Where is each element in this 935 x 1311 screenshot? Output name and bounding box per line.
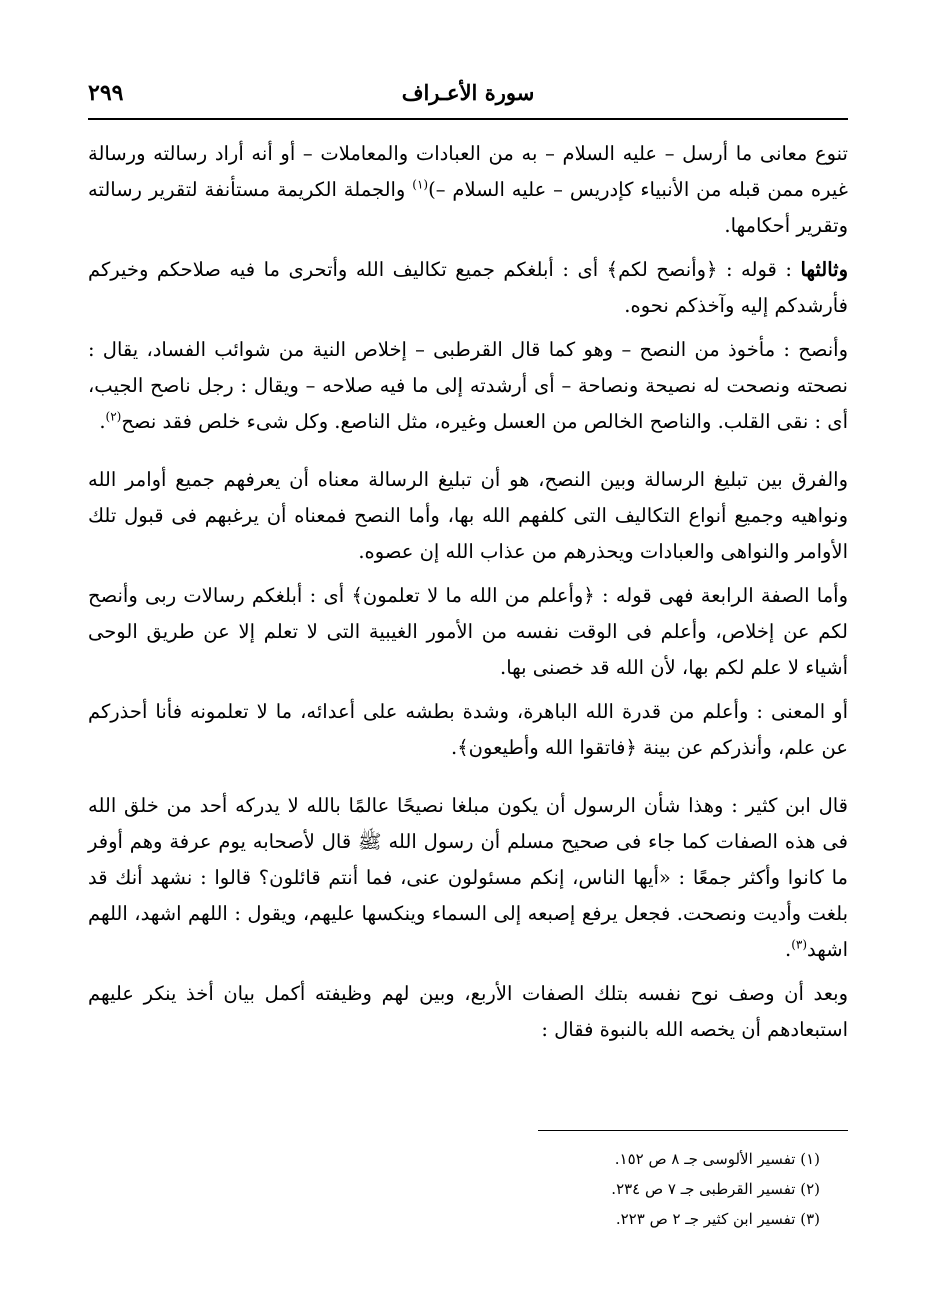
paragraph-3 <box>88 332 848 440</box>
footnote-divider <box>538 1130 848 1131</box>
document-page <box>88 78 848 1258</box>
footnote-ref-3: (٣) <box>791 937 808 952</box>
footnote-3: (٣) تفسير ابن كثير جـ ٢ ص ٢٢٣. <box>615 1210 820 1228</box>
paragraph-text: تنوع معانى ما أرسل – عليه السلام – به من العبادات والمعاملات – أو أنه أراد رسالته ورسالة غيره ممن قبله من الأنبياء كإدريس – عليه السلام –) <box>88 142 848 201</box>
footnote-1: (١) تفسير الألوسى جـ ٨ ص ١٥٢. <box>614 1150 820 1168</box>
paragraph-text: والفرق بين تبليغ الرسالة وبين النصح، هو أن تبليغ الرسالة معناه أن يعرفهم جميع أوامر الله ونواهيه وجميع أنواع التكاليف التى كلفهم الله بها، وأما النصح فمعناه أن يرغبهم فى قبول تلك الأوامر والنواهى والعبادات ويحذرهم من عذاب الله إن عصوه. <box>88 468 848 563</box>
page-number: ٢٩٩ <box>88 80 124 106</box>
paragraph-6 <box>88 694 848 766</box>
surah-title: سورة الأعـراف <box>401 80 535 105</box>
paragraph-5 <box>88 578 848 686</box>
paragraph-text: قال ابن كثير : وهذا شأن الرسول أن يكون مبلغا نصيحًا عالمًا بالله لا يدركه أحد من خلق الله فى هذه الصفات كما جاء فى صحيح مسلم أن رسول الله ﷺ قال لأصحابه يوم عرفة وهم أوفر ما كانوا وأكثر جمعًا : «أيها الناس، إنكم مسئولون عنى، فما أنتم قائلون؟ قالوا : نشهد أنك قد بلغت وأديت ونصحت. فجعل يرفع إصبعه إلى السماء وينكسها عليهم، ويقول : اللهم اشهد، اللهم اشهد <box>88 794 848 961</box>
paragraph-tail: . <box>99 410 106 433</box>
paragraph-8 <box>88 976 848 1048</box>
header-divider <box>88 118 848 120</box>
page-header <box>88 78 848 112</box>
paragraph-text: وبعد أن وصف نوح نفسه بتلك الصفات الأربع، وبين لهم وظيفته أكمل بيان أخذ ينكر عليهم استبعادهم أن يخصه الله بالنبوة فقال : <box>88 982 848 1041</box>
paragraph-lead: وثالثها <box>800 258 848 281</box>
paragraph-tail: . <box>784 938 792 961</box>
paragraph-2 <box>88 252 848 324</box>
main-text <box>88 136 848 1056</box>
paragraph-text: : قوله : ﴿وأنصح لكم﴾ أى : أبلغكم جميع تكاليف الله وأتحرى ما فيه صلاحكم وخيركم فأرشدكم إليه وآخذكم نحوه. <box>88 258 848 317</box>
footnotes <box>88 1144 820 1234</box>
paragraph-4 <box>88 462 848 570</box>
paragraph-tail: والجملة الكريمة مستأنفة لتقرير رسالته وتقرير أحكامها. <box>88 178 848 237</box>
paragraph-1 <box>88 136 848 244</box>
footnote-ref-2: (٢) <box>105 409 122 424</box>
paragraph-text: وأنصح : مأخوذ من النصح – وهو كما قال القرطبى – إخلاص النية من شوائب الفساد، يقال : نصحته ونصحت له نصيحة ونصاحة – أى أرشدته إلى ما فيه صلاحه – ويقال : رجل ناصح الجيب، أى : نقى القلب. والناصح الخالص من العسل وغيره، مثل الناصع. وكل شىء خلص فقد نصح <box>88 338 848 433</box>
paragraph-text: وأما الصفة الرابعة فهى قوله : ﴿وأعلم من الله ما لا تعلمون﴾ أى : أبلغكم رسالات ربى وأنصح لكم عن إخلاص، وأعلم فى الوقت نفسه من الأمور الغيبية التى لا تعلم إلا عن طريق الوحى أشياء لا علم لكم بها، لأن الله قد خصنى بها. <box>88 584 848 679</box>
paragraph-text: أو المعنى : وأعلم من قدرة الله الباهرة، وشدة بطشه على أعدائه، ما لا تعلمونه فأنا أحذركم عن علم، وأنذركم عن بينة ﴿فاتقوا الله وأطيعون﴾. <box>88 700 848 759</box>
footnote-ref-1: (١) <box>412 177 429 192</box>
footnote-2: (٢) تفسير القرطبى جـ ٧ ص ٢٣٤. <box>611 1180 820 1198</box>
paragraph-7 <box>88 788 848 968</box>
